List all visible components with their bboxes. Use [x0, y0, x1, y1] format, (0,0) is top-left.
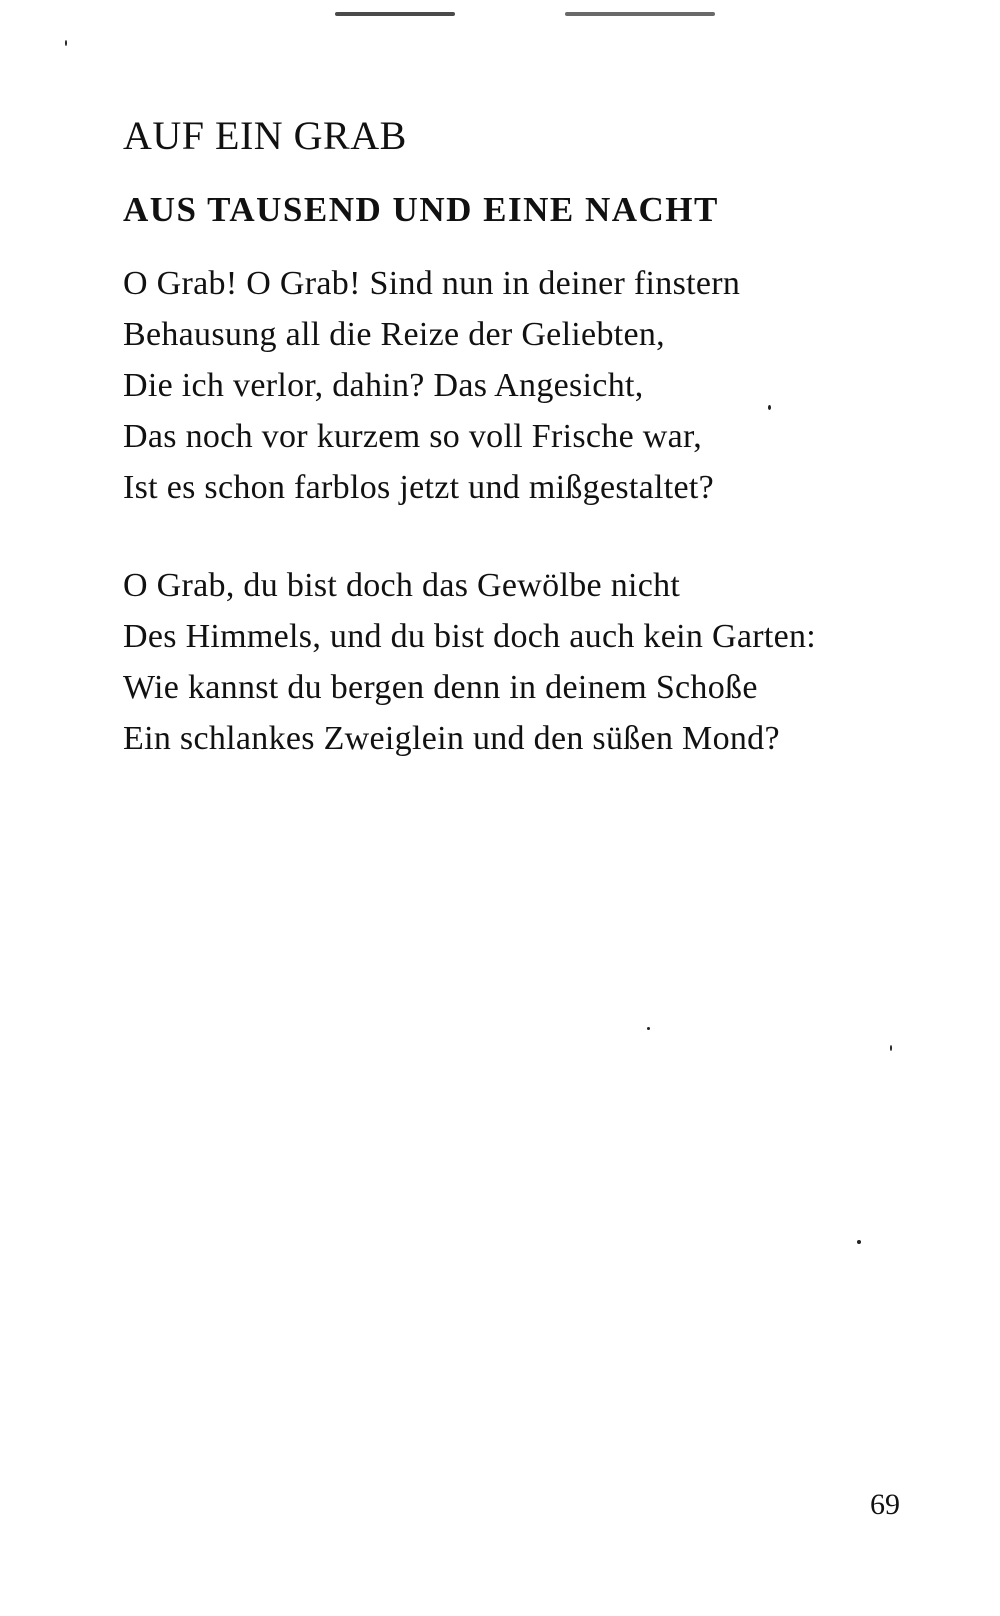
poem-line: O Grab, du bist doch das Gewölbe nicht: [123, 567, 681, 604]
poem-line: O Grab! O Grab! Sind nun in deiner finstern: [123, 265, 741, 302]
scan-artifact: [565, 12, 715, 16]
scan-speck: [768, 405, 771, 410]
poem-line: Des Himmels, und du bist doch auch kein Garten:: [123, 618, 817, 655]
poem-line: Das noch vor kurzem so voll Frische war,: [123, 418, 703, 455]
scan-speck: [890, 1045, 892, 1051]
poem-title: AUF EIN GRAB: [123, 113, 407, 158]
stanza-1: [123, 258, 740, 513]
scan-speck: [857, 1240, 861, 1244]
scan-speck: [647, 1027, 650, 1030]
poem-line: Behausung all die Reize der Geliebten,: [123, 316, 665, 353]
poem-line: Die ich verlor, dahin? Das Angesicht,: [123, 367, 644, 404]
poem-line: Ein schlankes Zweiglein und den süßen Mond?: [123, 720, 780, 757]
stanza-2: [123, 560, 816, 764]
poem-line: Wie kannst du bergen denn in deinem Schoße: [123, 669, 758, 706]
poem-line: Ist es schon farblos jetzt und mißgestaltet?: [123, 469, 715, 506]
page-number: 69: [870, 1488, 900, 1521]
scan-speck: [65, 40, 67, 46]
scan-artifact: [335, 12, 455, 16]
poem-subtitle: AUS TAUSEND UND EINE NACHT: [123, 190, 719, 229]
